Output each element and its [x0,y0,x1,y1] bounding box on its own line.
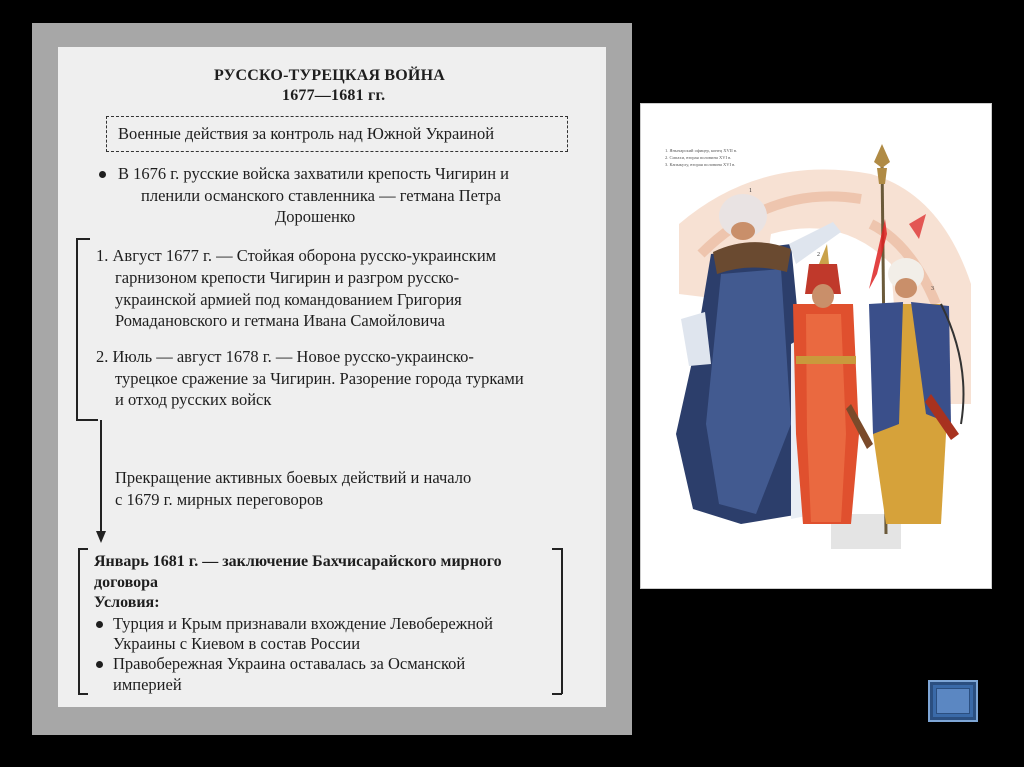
event1-line: украинской армией под командованием Григория [115,290,462,309]
event1-line: 1. Август 1677 г. — Стойкая оборона русско-украинским [96,246,497,265]
ottoman-warriors-illustration [641,104,991,588]
treaty-heading: Январь 1681 г. — заключение Бахчисарайского мирного [94,553,502,570]
event2-line: турецкое сражение за Чигирин. Разорение города турками [115,369,524,388]
doc-title: РУССКО-ТУРЕЦКАЯ ВОЙНА [214,67,445,84]
treaty-bracket-right-top [552,548,562,550]
ceasefire-line: с 1679 г. мирных переговоров [115,490,324,509]
treaty-heading: договора [94,574,158,591]
doc-subtitle: Военные действия за контроль над Южной Украиной [118,124,495,143]
bullet-icon [96,621,103,628]
treaty-bracket-left-bottom [78,693,88,695]
illustration-caption: 1. Янычарский офицер, конец XVII в. [665,148,738,153]
bullet-icon [96,661,103,668]
bullet-icon [99,171,106,178]
intro-line: В 1676 г. русские войска захватили крепость Чигирин и [118,164,510,183]
intro-line: Дорошенко [275,207,356,226]
figure-label-2: 2 [817,252,820,258]
treaty-bracket-right [561,548,563,694]
event2-line: 2. Июль — август 1678 г. — Новое русско-украинско- [96,347,474,366]
arrow-line [100,420,102,533]
conditions-label: Условия: [94,594,160,611]
illustration-caption: 3. Капыкулу, вторая половина XVI в. [665,162,736,167]
figure-label-1: 1 [749,188,752,194]
ceasefire-line: Прекращение активных боевых действий и начало [115,468,472,487]
figure-label-3: 3 [931,286,934,292]
event1-line: Ромадановского и гетмана Ивана Самойловича [115,311,445,330]
doc-years: 1677—1681 гг. [282,87,386,104]
bracket-bottom [76,419,98,421]
condition1-line: Турция и Крым признавали вхождение Левобережной [113,614,493,633]
condition1-line: Украины с Киевом в состав России [113,634,361,653]
illustration-card [640,103,992,589]
illustration-caption: 2. Сипахи, вторая половина XVI в. [665,155,732,160]
next-slide-button[interactable] [928,680,978,722]
bracket-vertical [76,238,78,420]
condition2-line: империей [113,675,182,694]
event1-line: гарнизоном крепости Чигирин и разгром русско- [115,268,460,287]
bracket-top [76,238,90,240]
arrow-down-icon [96,531,106,543]
treaty-bracket-left [78,548,80,694]
intro-line: пленили османского ставленника — гетмана Петра [141,186,501,205]
treaty-bracket-left-top [78,548,88,550]
event2-line: и отход русских войск [115,390,272,409]
next-slide-icon [936,688,970,714]
treaty-bracket-right-bottom [552,693,562,695]
condition2-line: Правобережная Украина оставалась за Османской [113,654,466,673]
